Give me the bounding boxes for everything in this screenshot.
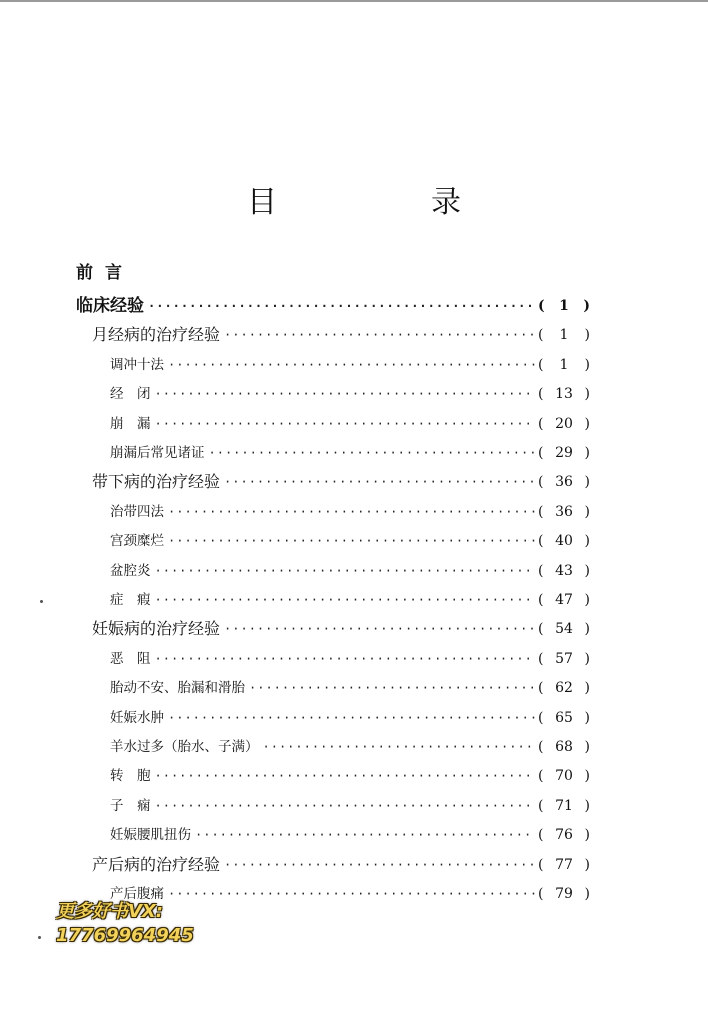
scan-speck	[40, 600, 43, 603]
toc-entry-label: 崩漏后常见诸证	[110, 445, 205, 461]
toc-entry-page: ( 13 )	[538, 381, 590, 407]
toc-entry-page: ( 71 )	[538, 793, 590, 819]
dot-leader	[155, 558, 536, 584]
dot-leader	[155, 763, 536, 789]
toc-entry-page: ( 68 )	[538, 734, 590, 760]
toc-entry	[110, 499, 590, 525]
toc-entry	[92, 616, 590, 642]
toc-entry	[110, 675, 590, 701]
toc-entry	[110, 587, 590, 613]
top-border-line	[0, 0, 708, 2]
dot-leader	[148, 293, 535, 319]
toc-entry	[110, 381, 590, 407]
dot-leader	[224, 616, 535, 642]
watermark	[56, 900, 194, 948]
toc-entry-label: 子 痫	[110, 798, 151, 814]
toc-entry-label: 产后病的治疗经验	[92, 855, 221, 874]
toc-entry	[110, 528, 590, 554]
dot-leader	[168, 881, 535, 907]
dot-leader	[249, 675, 535, 701]
toc-entry-label: 胎动不安、胎漏和滑胎	[110, 680, 245, 696]
toc-entry-label: 崩 漏	[110, 416, 151, 432]
toc-entry	[110, 440, 590, 466]
toc-entry	[110, 822, 590, 848]
toc-entry-label: 羊水过多（胎水、子满）	[110, 739, 259, 755]
page-number: 76	[555, 827, 573, 843]
toc-entry-page: ( 36 )	[538, 499, 590, 525]
toc-entry	[110, 411, 590, 437]
page-number: 68	[555, 739, 573, 755]
page-number: 43	[555, 563, 573, 579]
toc-entry-page: ( 1 )	[538, 293, 590, 319]
dot-leader	[155, 381, 536, 407]
toc-entry-label: 盆腔炎	[110, 563, 151, 579]
page-number: 70	[555, 768, 573, 784]
toc-entry	[110, 763, 590, 789]
page-number: 77	[555, 857, 573, 873]
dot-leader	[155, 587, 536, 613]
dot-leader	[155, 793, 536, 819]
toc-entry-page: ( 70 )	[538, 763, 590, 789]
page-number: 20	[555, 416, 573, 432]
toc-entry-label: 临床经验	[76, 296, 144, 316]
toc-entry-label: 调冲十法	[110, 357, 164, 373]
dot-leader	[224, 322, 535, 348]
toc-entry	[92, 469, 590, 495]
toc-entry-page: ( 40 )	[538, 528, 590, 554]
page-number: 1	[559, 298, 569, 314]
watermark-line-2: 17769964945	[56, 925, 194, 946]
toc-entry	[92, 322, 590, 348]
dot-leader	[168, 499, 535, 525]
toc-entry-label: 产后腹痛	[110, 886, 164, 902]
toc-entry-page: ( 36 )	[538, 469, 590, 495]
toc-entry-page: ( 47 )	[538, 587, 590, 613]
toc-entry-label: 宫颈糜烂	[110, 533, 164, 549]
dot-leader	[209, 440, 536, 466]
page-number: 79	[555, 886, 573, 902]
dot-leader	[195, 822, 535, 848]
page-title: 目 录	[247, 185, 523, 220]
toc-entry-label: 妊娠腰肌扭伤	[110, 827, 191, 843]
toc-entry-page: ( 79 )	[538, 881, 590, 907]
dot-leader	[155, 411, 536, 437]
page-number: 13	[555, 386, 573, 402]
toc-entry-page: ( 1 )	[538, 322, 590, 348]
toc-entry	[110, 352, 590, 378]
toc-entry-label: 治带四法	[110, 504, 164, 520]
page-number: 1	[559, 357, 569, 373]
toc-entry	[110, 558, 590, 584]
toc-entry	[110, 793, 590, 819]
toc-entry	[110, 646, 590, 672]
toc-entry-page: ( 57 )	[538, 646, 590, 672]
dot-leader	[224, 852, 535, 878]
toc-entry-page: ( 65 )	[538, 705, 590, 731]
toc-entry-label: 带下病的治疗经验	[92, 472, 221, 491]
page-number: 71	[555, 798, 573, 814]
page-number: 40	[555, 533, 573, 549]
toc-entry-page: ( 76 )	[538, 822, 590, 848]
page-number: 1	[559, 327, 569, 343]
page-number: 36	[555, 504, 573, 520]
toc-preface: 前言	[76, 263, 134, 283]
page-number: 54	[555, 621, 573, 637]
toc-entry-label: 转 胞	[110, 768, 151, 784]
toc-entry-page: ( 1 )	[538, 352, 590, 378]
toc-entry-label: 经 闭	[110, 386, 151, 402]
toc-entry-page: ( 62 )	[538, 675, 590, 701]
toc-entry	[110, 734, 590, 760]
watermark-line-1: 更多好书VX:	[56, 901, 164, 922]
page-number: 29	[555, 445, 573, 461]
toc-entry-label: 妊娠水肿	[110, 710, 164, 726]
toc-entry-page: ( 20 )	[538, 411, 590, 437]
dot-leader	[263, 734, 536, 760]
page-number: 57	[555, 651, 573, 667]
toc-entry-page: ( 43 )	[538, 558, 590, 584]
toc-entry-page: ( 54 )	[538, 616, 590, 642]
toc-entry-label: 月经病的治疗经验	[92, 325, 221, 344]
page-number: 62	[555, 680, 573, 696]
dot-leader	[168, 528, 535, 554]
toc-entry-label: 恶 阻	[110, 651, 151, 667]
dot-leader	[168, 352, 535, 378]
dot-leader	[168, 705, 535, 731]
page-number: 65	[555, 710, 573, 726]
toc-entry-page: ( 29 )	[538, 440, 590, 466]
toc-entry-page: ( 77 )	[538, 852, 590, 878]
toc-entry	[110, 705, 590, 731]
dot-leader	[155, 646, 536, 672]
page-number: 47	[555, 592, 573, 608]
toc-entry	[92, 852, 590, 878]
scan-speck	[38, 936, 41, 939]
toc-entry-label: 症 瘕	[110, 592, 151, 608]
page-number: 36	[555, 474, 573, 490]
toc-entry-label: 妊娠病的治疗经验	[92, 619, 221, 638]
dot-leader	[224, 469, 535, 495]
toc-entry	[76, 293, 590, 319]
